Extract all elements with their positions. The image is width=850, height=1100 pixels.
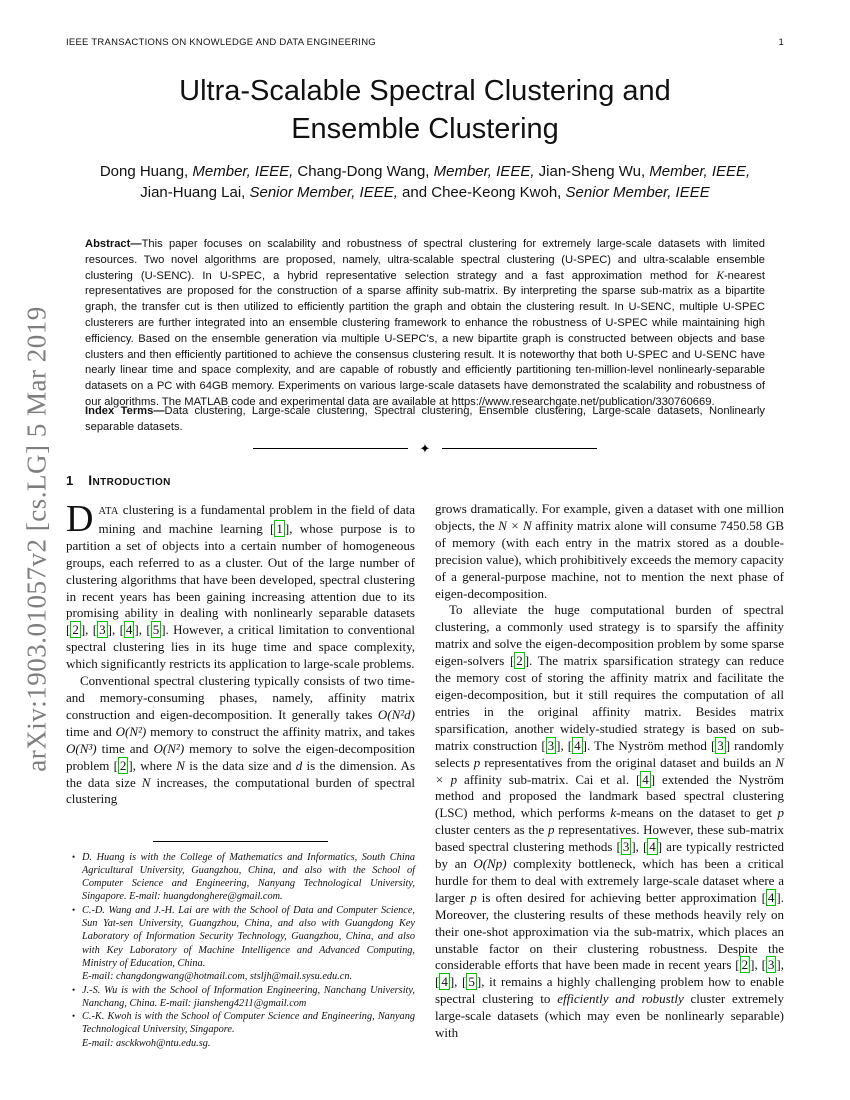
footnote-text: J.-S. Wu is with the School of Information Engineering, Nanchang University, Nanchang, China. E-mail: jiansheng4211@gmail.com — [82, 984, 415, 1009]
math-inline: O(Np) — [473, 856, 507, 872]
journal-name: IEEE TRANSACTIONS ON KNOWLEDGE AND DATA ENGINEERING — [66, 37, 376, 48]
citation-link[interactable]: 2 — [516, 653, 523, 669]
footnote-item — [66, 851, 415, 904]
citation-link[interactable]: 3 — [99, 622, 106, 638]
abstract-label: Abstract— — [85, 238, 142, 250]
emphasis-text: Senior Member, IEEE — [565, 184, 710, 201]
math-inline: O(N²) — [153, 740, 185, 756]
running-header — [66, 37, 784, 48]
citation-link[interactable]: 3 — [622, 839, 630, 855]
page-number: 1 — [778, 37, 784, 48]
emphasis-text: Member, IEEE, — [649, 163, 751, 180]
math-inline: O(N²) — [115, 723, 147, 739]
citation-link[interactable]: 5 — [468, 974, 475, 990]
citation-link[interactable]: 2 — [741, 957, 749, 973]
section-number: 1 — [66, 473, 74, 488]
math-inline: N × N — [498, 517, 532, 533]
math-inline: k — [610, 805, 617, 821]
bullet-icon: • — [72, 851, 76, 862]
body-paragraph-3: grows dramatically. For example, given a dataset with one million objects, the N × N affinity matrix alone will consume 7450.58 GB of memory (with each entry in the matrix stored as a double-precision value), which prohibitively exceeds the memory capacity of a general-purpose machine, not to mention the next phase of eigen-decomposition. — [435, 501, 784, 601]
citation-link[interactable]: 4 — [125, 622, 133, 638]
emphasis-text: Member, IEEE, — [433, 163, 535, 180]
citation-link[interactable]: 3 — [547, 737, 555, 753]
math-inline: N — [141, 774, 151, 790]
intro-dropcap: D — [66, 498, 94, 540]
citation-link[interactable]: 5 — [152, 622, 160, 638]
separator-rule-right — [442, 448, 597, 449]
intro-paragraph-2: Conventional spectral clustering typically consists of two time- and memory-consuming phases, namely, affinity matrix construction and eigen-decomposition. It generally takes O(N²d) time and O(N²) memory to construct the affinity matrix, and takes O(N³) time and O(N²) memory to solve the eigen-decomposition problem [ 2 ], where N is the data size and d is the dimension. As the data size N increases, the computational burden of spectral clustering — [66, 673, 416, 807]
authors-line-1: Dong Huang, Member, IEEE, Chang-Dong Wang, Member, IEEE, Jian-Sheng Wu, Member, IEEE, — [99, 163, 751, 180]
section-separator — [253, 441, 597, 455]
body-paragraph-4: To alleviate the huge computational burden of spectral clustering, a commonly used strategy is to sparsify the affinity matrix and solve the eigen-decomposition problem by some sparse eigen-solvers [ 2 ]. The matrix sparsification strategy can reduce the memory cost of storing the affinity matrix and facilitate the eigen-decomposition, but it still requires the computation of all entries in the original affinity matrix. Besides matrix sparsification, another widely-studied strategy is based on sub-matrix construction [ 3 ], [ 4 ]. The Nyström method [ 3 ] randomly selects p representatives from the original dataset and builds an N × p affinity sub-matrix. Cai et al. [ 4 ] extended the Nyström method and proposed the landmark based spectral clustering (LSC) method, which performs k-means on the dataset to get p cluster centers as the p representatives. However, these sub-matrix based spectral clustering methods [ 3 ], [ 4 ] are typically restricted by an O(Np) complexity bottleneck, which has been a critical hurdle for them to deal with extremely large-scale dataset where a larger p is often desired for achieving better approximation [ 4 ]. Moreover, the clustering results of these methods heavily rely on their one-shot approximation via the sub-matrix, which places an unstable factor on their clustering robustness. Despite the considerable efforts that have been made in recent years [ 2 ], [ 3 ], [ 4 ], [ 5 ], it remains a highly challenging problem how to enable spectral clustering to efficiently and robustly cluster extremely large-scale datasets (which may even be nonlinearly separable) with — [435, 602, 785, 1041]
index-terms-label: Index Terms— — [85, 405, 165, 417]
math-inline: p — [777, 805, 784, 821]
emphasis-text: Senior Member, IEEE, — [249, 184, 398, 201]
footnote-text: C.-K. Kwoh is with the School of Computer Science and Engineering, Nanyang Technological University, Singapore. E-mail: asckkwoh@ntu.edu.sg. — [82, 1011, 415, 1049]
citation-link[interactable]: 3 — [767, 957, 775, 973]
footnote-item — [66, 984, 415, 1011]
citation-link[interactable]: 2 — [72, 622, 79, 638]
footnotes-list — [66, 851, 415, 1050]
right-column — [435, 472, 784, 1050]
citation-link[interactable]: 2 — [119, 757, 127, 773]
section-title: Introduction — [88, 472, 171, 488]
math-inline: O(N³) — [66, 740, 97, 756]
citation-link[interactable]: 1 — [276, 520, 283, 536]
citation-link[interactable]: 4 — [642, 771, 649, 787]
footnote-rule — [153, 841, 328, 842]
citation-link[interactable]: 4 — [767, 889, 775, 905]
authors-line-2: Jian-Huang Lai, Senior Member, IEEE, and Chee-Keong Kwoh, Senior Member, IEEE — [140, 184, 710, 201]
arxiv-watermark: arXiv:1903.01057v2 [cs.LG] 5 Mar 2019 — [21, 306, 52, 772]
math-inline: N × p — [435, 754, 785, 787]
paper-title: Ultra-Scalable Spectral Clustering and Ensemble Clustering — [179, 75, 671, 145]
math-inline: p — [470, 889, 477, 905]
citation-link[interactable]: 4 — [574, 737, 581, 753]
emphasis-text: Member, IEEE, — [192, 163, 294, 180]
citation-link[interactable]: 4 — [441, 974, 448, 990]
diamond-icon: ✦ — [419, 440, 431, 456]
math-inline: d — [295, 757, 303, 773]
emphasis-text: efficiently and robustly — [557, 991, 684, 1007]
math-inline: N — [176, 757, 185, 773]
bullet-icon: • — [72, 984, 76, 995]
footnote-item — [66, 904, 415, 984]
separator-rule-left — [253, 448, 408, 449]
external-link[interactable]: https://www.researchgate.net/publication/330760669 — [451, 395, 712, 408]
abstract-text: This paper focuses on scalability and robustness of spectral clustering for extremely large-scale datasets with limited resources. Two novel algorithms are proposed, namely, ultra-scalable spectral clustering (U-SPEC) and ultra-scalable ensemble clustering (U-SENC). In U-SPEC, a hybrid representative selection strategy and a fast approximation method for K-nearest representatives are proposed for the construction of a sparse affinity sub-matrix. By interpreting the sparse sub-matrix as a bipartite graph, the transfer cut is then utilized to efficiently partition the graph and obtain the clustering result. In U-SENC, multiple U-SPEC clusterers are further integrated into an ensemble clustering framework to enhance the robustness of U-SPEC while maintaining high efficiency. Based on the ensemble generation via multiple U-SEPC's, a new bipartite graph is constructed between objects and base clusters and then efficiently partitioned to achieve the consensus clustering result. It is noteworthy that both U-SPEC and U-SENC have nearly linear time and space complexity, and are capable of robustly and efficiently partitioning ten-million-level nonlinearly-separable datasets on a PC with 64GB memory. Experiments on various large-scale datasets have demonstrated the scalability and robustness of our algorithms. The MATLAB code and experimental data are available at https://www.researchgate.net/publication/330760669. — [85, 238, 765, 408]
citation-link[interactable]: 3 — [717, 737, 724, 753]
math-inline: p — [548, 822, 555, 838]
footnote-item — [66, 1010, 415, 1050]
bullet-icon: • — [72, 1011, 76, 1022]
math-inline: K — [716, 269, 724, 282]
footnote-block — [66, 841, 415, 1050]
abstract-section — [85, 237, 765, 411]
bullet-icon: • — [72, 904, 76, 915]
two-column-body — [66, 472, 784, 1050]
section-heading — [66, 472, 415, 489]
index-terms-section — [85, 404, 765, 436]
math-inline: O(N²d) — [377, 706, 415, 722]
footnote-text: D. Huang is with the College of Mathematics and Informatics, South China Agricultural University, Guangzhou, China, and also with the School of Computer Science and Engineering, Nanyang Technological University, Singapore. E-mail: huangdonghere@gmail.com. — [82, 851, 415, 903]
intro-paragraph-1-text: ATA clustering is a fundamental problem in the field of data mining and machine learning [ 1 ], whose purpose is to partition a set of objects into a certain number of homogeneous groups, each referred to as a cluster. Out of the large number of clustering algorithms that have been developed, spectral clustering in recent years has been gaining increasing attention due to its promising ability in dealing with nonlinearly separable datasets [ 2 ], [ 3 ], [ 4 ], [ 5 ]. However, a critical limitation to conventional spectral clustering lies in its huge time and space complexity, which significantly restricts its application to large-scale problems. — [66, 502, 415, 672]
left-column — [66, 472, 415, 1050]
index-terms-text: Data clustering, Large-scale clustering, Spectral clustering, Ensemble clustering, Large-scale datasets, Nonlinearly separable datasets. — [85, 405, 766, 433]
intro-paragraph-1 — [66, 498, 415, 673]
small-caps-text: ATA — [98, 506, 119, 517]
authors-block — [40, 161, 810, 203]
math-inline: p — [473, 754, 481, 770]
citation-link[interactable]: 4 — [649, 839, 656, 855]
footnote-text: C.-D. Wang and J.-H. Lai are with the School of Data and Computer Science, Sun Yat-sen University, Guangzhou, China, and also with Guangdong Key Laboratory of Information Security Technology, Guangzhou, China, and also with Key Laboratory of Machine Intelligence and Advanced Computing, Ministry of Education, China. E-mail: changdongwang@hotmail.com, stsljh@mail.sysu.edu.cn. — [82, 904, 415, 983]
